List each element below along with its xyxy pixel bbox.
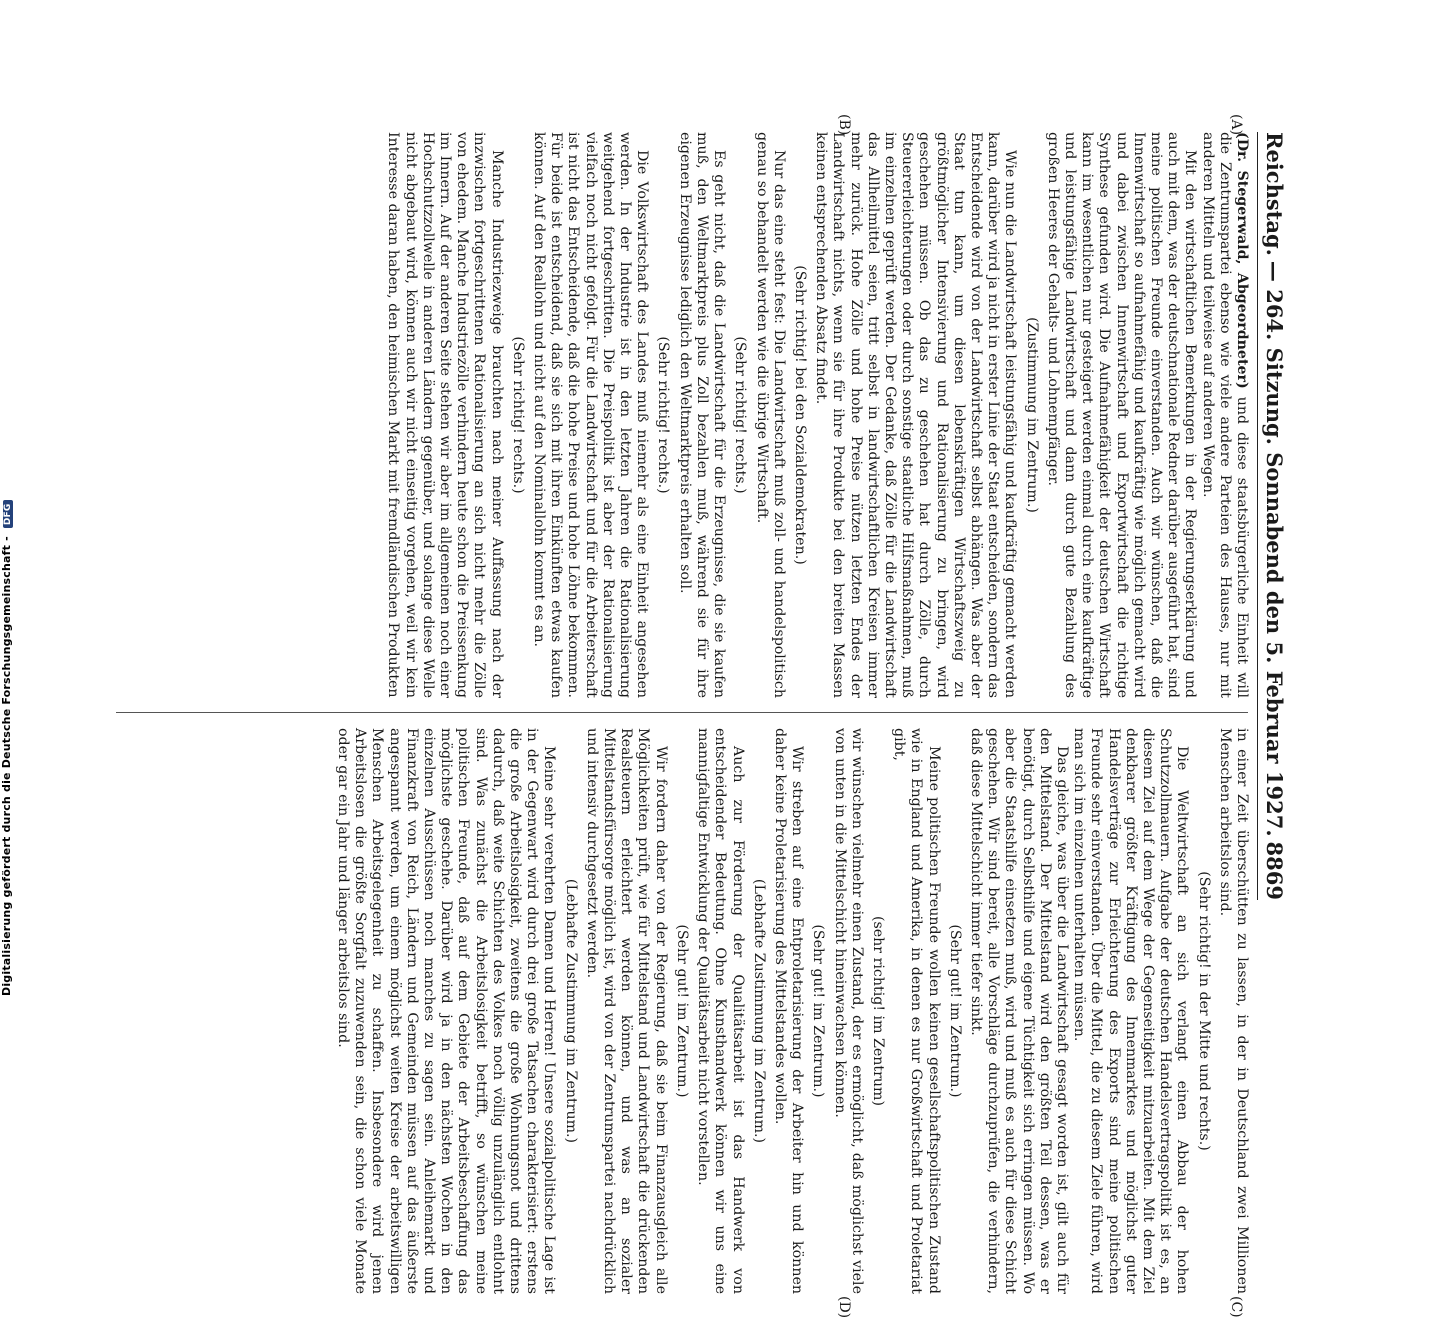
paragraph-text: und diese staatsbürgerliche Einheit will die Zentrumspartei ebenso wie viele andere Parteien des Hauses, nur mit anderen Mitteln und teilweise auf anderen Wegen. <box>1199 132 1250 698</box>
paragraph: in einer Zeit überschütten zu lassen, in der in Deutschland zwei Millionen Menschen arbeitslos sind. <box>1216 728 1250 1294</box>
paragraph: Es geht nicht, daß die Landwirtschaft für die Erzeugnisse, die sie kaufen muß, den Weltmarktpreis plus Zoll bezahlen muß, während sie für ihre eigenen Erzeugnisse lediglich den Weltmarktpreis erhalten soll. <box>676 132 728 698</box>
digitization-footer <box>0 0 18 1000</box>
header-left: Reichstag. <box>1262 132 1288 256</box>
interjection: (sehr richtig! im Zentrum) <box>869 915 886 1107</box>
page-number: 8869 <box>1262 841 1288 900</box>
column-divider <box>116 712 1248 713</box>
interjection: (Lebhafte Zustimmung im Zentrum.) <box>562 878 579 1144</box>
paragraph: Wir fordern daher von der Regierung, daß sie beim Finanzausgleich alle Möglichkeiten prüft, wie für Mittelstand und Landwirtschaft die drückenden Realsteuern erleichtert werden können, und was an sozialer Mittelstandsfürsorge möglich ist, wird von der Zentrumspartei nachdrücklich und intensiv durchgesetzt werden. <box>583 728 669 1294</box>
page-header <box>1257 132 1292 900</box>
speaker-name: (Dr. Stegerwald, Abgeordneter) <box>1234 132 1250 389</box>
left-text-column <box>110 132 1250 698</box>
paragraph: Mit den wirtschaftlichen Bemerkungen in der Regierungserklärung und auch mit dem, was der deutschnationale Redner darüber ausgeführt hat, sind meine politischen Freunde einverstanden. Auch wir wünschen, daß die Innenwirtschaft so aufnahmefähig und kaufkräftig wie möglich gemacht wird und dabei zwischen Innenwirtschaft und Exportwirtschaft die richtige Synthese gefunden wird. Die Aufnahmefähigkeit der deutschen Wirtschaft kann im wesentlichen nur gesteigert werden einmal durch eine kaufkräftige und leistungsfähige Landwirtschaft und dann durch gute Bezahlung des großen Heeres der Gehalts- und Lohnempfänger. <box>1044 132 1199 698</box>
interjection: (Sehr gut! im Zentrum.) <box>673 924 690 1098</box>
interjection: (Lebhafte Zustimmung im Zentrum.) <box>750 878 767 1144</box>
interjection: (Sehr richtig! bei den Sozialdemokraten.) <box>791 265 808 565</box>
dfg-logo: DFG <box>3 501 13 529</box>
margin-marker-a: (A) <box>1228 114 1244 136</box>
paragraph <box>1198 132 1250 698</box>
paragraph: Wir streben auf eine Entproletarisierung der Arbeiter hin und können daher keine Proletarisierung des Mittelstandes wollen. <box>771 728 806 1294</box>
interjection: (Sehr gut! im Zentrum.) <box>810 924 827 1098</box>
margin-marker-b: (B) <box>836 114 852 136</box>
header-center: — 264. Sitzung. Sonnabend den 5. Februar 1927. <box>1262 260 1288 837</box>
margin-marker-d: (D) <box>836 1296 852 1318</box>
paragraph: wir wünschen vielmehr einen Zustand, der es ermöglicht, daß möglichst viele von unten in die Mittelschicht hineinwachsen können. <box>831 728 865 1294</box>
rotated-newspaper-page <box>96 112 1292 1318</box>
interjection: (Sehr gut! im Zentrum.) <box>946 924 963 1098</box>
paragraph: Auch zur Förderung der Qualitätsarbeit ist das Handwerk von entscheidender Bedeutung. Ohne Kunsthandwerk können wir uns eine mannigfaltige Entwicklung der Qualitätsarbeit nicht vorstellen. <box>695 728 746 1294</box>
paragraph: Die Weltwirtschaft an sich verlangt einen Abbau der hohen Schutzzollmauern. Aufgabe der deutschen Handelsvertragspolitik ist es, an diesem Ziel auf dem Wege der Gegenseitigkeit mitzuarbeiten. Mit dem Ziel denkbarer größter Kräftigung des Innenmarktes und möglichst guter Handelsverträge zur Erleichterung des Exports sind meine politischen Freunde sehr einverstanden. Über die Mittel, die zu diesem Ziele führen, wird man sich im einzelnen unterhalten müssen. <box>1071 728 1191 1294</box>
interjection: (Sehr richtig! rechts.) <box>732 336 749 494</box>
paragraph: Nur das eine steht fest: Die Landwirtschaft muß zoll- und handelspolitisch genau so behandelt werden wie die übrige Wirtschaft. <box>753 132 787 698</box>
interjection: (Sehr richtig! in der Mitte und rechts.) <box>1195 871 1212 1151</box>
right-text-column <box>110 728 1250 1294</box>
paragraph: Das gleiche, was über die Landwirtschaft gesagt worden ist, gilt auch für den Mittelstand. Der Mittelstand wird den größten Teil dessen, was er benötigt, durch Selbsthilfe und eigene Tüchtigkeit sich erringen müssen. Wo aber die Staatshilfe einsetzen muß, wird und muß es auch für diese Schicht geschehen. Wir sind bereit, alle Vorschläge durchzuprüfen, die verhindern, daß diese Mittelschicht immer tiefer sinkt. <box>967 728 1070 1294</box>
paragraph: Die Volkswirtschaft des Landes muß niemehr als eine Einheit angesehen werden. In der Industrie ist in den letzten Jahren die Rationalisierung weitgehend fortgeschritten. Die Preispolitik ist aber der Rationalisierung vielfach noch nicht gefolgt. Für die Landwirtschaft und für die Arbeiterschaft ist nicht das Entscheidende, daß die hohe Preise und hohe Löhne bekommen. Für beide ist entscheidend, daß sie sich mit ihren Einkünften etwas kaufen können. Auf den Reallohn und nicht auf den Nominallohn kommt es an. <box>531 132 651 698</box>
paragraph: Wie nun die Landwirtschaft leistungsfähig und kaufkräftig gemacht werden kann, darüber wird ja nicht in erster Linie der Staat entscheiden, sondern das Entscheidende wird von der Landwirtschaft selbst abhängen. Was aber der Staat tun kann, um diesen lebenskräftigen Wirtschaftszweig zu größtmöglicher Intensivierung und Rationalisierung zu bringen, wird geschehen müssen. Ob das zu geschehen hat durch Zölle, durch Steuererleichterungen oder durch sonstige staatliche Hilfsmaßnahmen, muß im einzelnen geprüft werden. Der Gedanke, daß Zölle für die Landwirtschaft das Allheilmittel seien, tritt selbst in landwirtschaftlichen Kreisen immer mehr zurück. Hohe Zölle und hohe Preise nützen letzten Endes der Landwirtschaft nichts, wenn sie für ihre Produkte bei den breiten Massen keinen entsprechenden Absatz findet. <box>813 132 1019 698</box>
interjection: (Sehr richtig! rechts.) <box>509 336 526 494</box>
interjection: (Zustimmung im Zentrum.) <box>1023 317 1040 513</box>
footer-text: Digitalisierung gefördert durch die Deutsche Forschungsgemeinschaft - <box>0 536 13 996</box>
paragraph: Meine sehr verehrten Damen und Herren! Unsere sozialpolitische Lage ist in der Gegenwart wird durch drei große Tatsachen charakterisiert: erstens die große Arbeitslosigkeit, zweitens die große Wohnungsnot und drittens dadurch, daß weite Schichten des Volkes noch völlig unzulänglich entlohnt sind. Was zunächst die Arbeitslosigkeit betrifft, so wünschen meine politischen Freunde, daß auf dem Gebiete der Arbeitsbeschaffung das möglichste geschehe. Darüber wird ja in den nächsten Wochen in den einzelnen Ausschüssen noch manches zu sagen sein. Anleihemarkt und Finanzkraft von Reich, Ländern und Gemeinden müssen auf das äußerste angespannt werden, um einem möglichst weiten Kreise der arbeitswilligen Menschen Arbeitsgelegenheit zu schaffen. Insbesondere wird jenen Arbeitslosen die größte Sorgfalt zuzuwenden sein, die schon viele Monate oder gar ein Jahr und länger arbeitslos sind. <box>335 728 558 1294</box>
margin-marker-c: (C) <box>1228 1296 1244 1318</box>
interjection: (Sehr richtig! rechts.) <box>655 336 672 494</box>
paragraph: Meine politischen Freunde wollen keinen gesellschaftspolitischen Zustand wie in England und Amerika, in denen es nur Großwirtschaft und Proletariat gibt, <box>891 728 942 1294</box>
paragraph: Manche Industriezweige brauchten nach meiner Auffassung nach der inzwischen fortgeschrittenen Rationalisierung an sich nicht mehr die Zölle von ehedem. Manche Industriezölle verhindern heute schon die Preissenkung im Innern. Auf der anderen Seite stehen wir aber im allgemeinen noch einer Hochschutzzollwelle in anderen Ländern gegenüber, und solange diese Welle nicht abgebaut wird, können auch wir nicht einseitig vorgehen, weil wir kein Interesse daran haben, den heimischen Markt mit fremdländischen Produkten <box>385 132 505 698</box>
